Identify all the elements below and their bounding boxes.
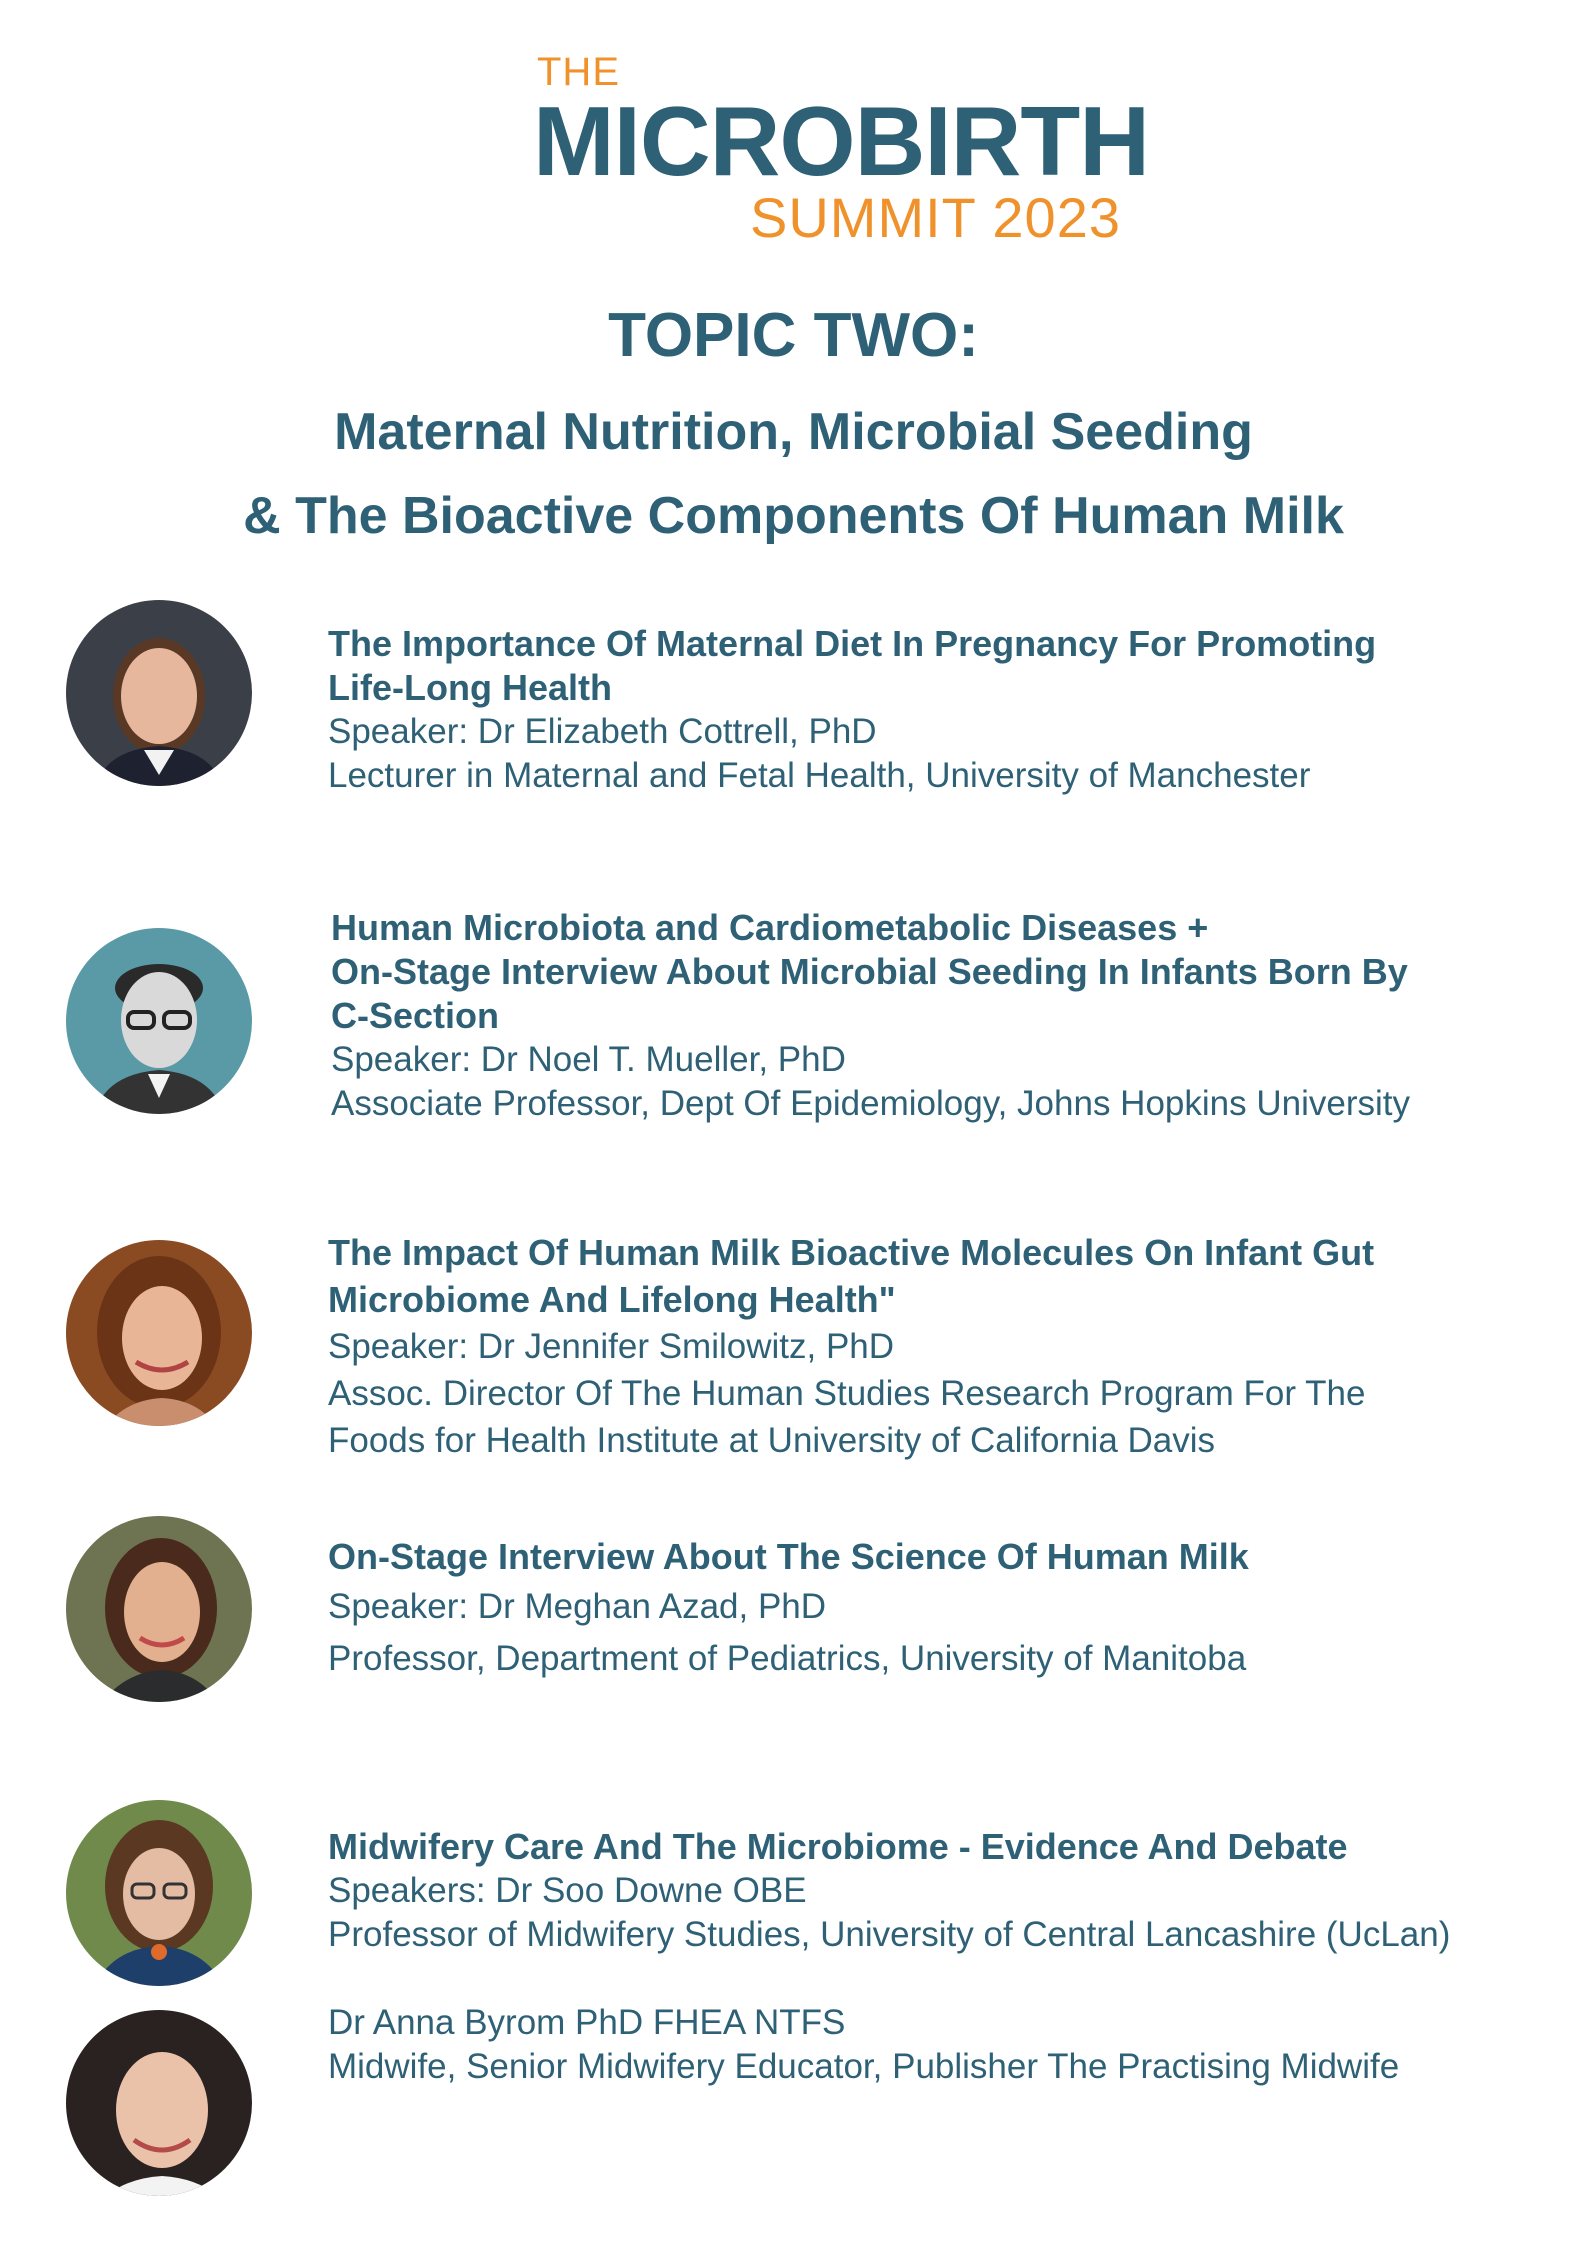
speaker-role: Professor, Department of Pediatrics, University of Manitoba (328, 1639, 1247, 1678)
speaker-role: Lecturer in Maternal and Fetal Health, University of Manchester (328, 756, 1311, 795)
session-1 (328, 622, 1558, 798)
logo-microbirth: MICROBIRTH (533, 86, 1150, 196)
speaker-photo-elizabeth-cottrell (66, 600, 252, 786)
logo-summit-2023: SUMMIT 2023 (750, 186, 1121, 249)
session-5 (328, 1825, 1558, 2089)
speaker-photo-soo-downe (66, 1800, 252, 1986)
speaker-role: Professor of Midwifery Studies, University of Central Lancashire (UcLan) (328, 1915, 1451, 1954)
topic-title: TOPIC TWO: (608, 301, 979, 370)
session-title: C-Section (331, 995, 500, 1036)
session-4 (328, 1533, 1558, 1685)
topic-subtitle-line2: & The Bioactive Components Of Human Milk (243, 487, 1344, 545)
session-title: The Impact Of Human Milk Bioactive Molecules On Infant Gut (328, 1232, 1375, 1273)
speaker-name: Speaker: Dr Elizabeth Cottrell, PhD (328, 712, 877, 751)
session-2 (331, 906, 1561, 1126)
session-title: On-Stage Interview About Microbial Seeding In Infants Born By (331, 951, 1408, 992)
speaker-photo-noel-mueller (66, 928, 252, 1114)
logo-the: THE (537, 50, 620, 94)
summit-logo (525, 40, 1165, 260)
speaker-role: Assoc. Director Of The Human Studies Research Program For The (328, 1374, 1366, 1413)
speaker-name: Speakers: Dr Soo Downe OBE (328, 1871, 807, 1910)
speaker-role: Associate Professor, Dept Of Epidemiology, Johns Hopkins University (331, 1084, 1410, 1123)
session-title: Life-Long Health (328, 667, 612, 708)
speaker-name: Speaker: Dr Noel T. Mueller, PhD (331, 1040, 846, 1079)
speaker-photo-anna-byrom (66, 2010, 252, 2196)
session-title: On-Stage Interview About The Science Of Human Milk (328, 1536, 1249, 1577)
speaker-name: Speaker: Dr Jennifer Smilowitz, PhD (328, 1327, 895, 1366)
session-title: Midwifery Care And The Microbiome - Evidence And Debate (328, 1826, 1348, 1867)
session-title: Human Microbiota and Cardiometabolic Diseases + (331, 907, 1209, 948)
topic-subtitle-line1: Maternal Nutrition, Microbial Seeding (334, 403, 1253, 461)
speaker-name: Dr Anna Byrom PhD FHEA NTFS (328, 2003, 846, 2042)
speaker-photo-meghan-azad (66, 1516, 252, 1702)
speaker-name: Speaker: Dr Meghan Azad, PhD (328, 1587, 827, 1626)
session-title: Microbiome And Lifelong Health" (328, 1279, 896, 1320)
speaker-role: Foods for Health Institute at University of California Davis (328, 1421, 1216, 1460)
speaker-photo-jennifer-smilowitz (66, 1240, 252, 1426)
session-3 (328, 1229, 1558, 1464)
speaker-role: Midwife, Senior Midwifery Educator, Publisher The Practising Midwife (328, 2047, 1400, 2086)
session-title: The Importance Of Maternal Diet In Pregnancy For Promoting (328, 623, 1377, 664)
